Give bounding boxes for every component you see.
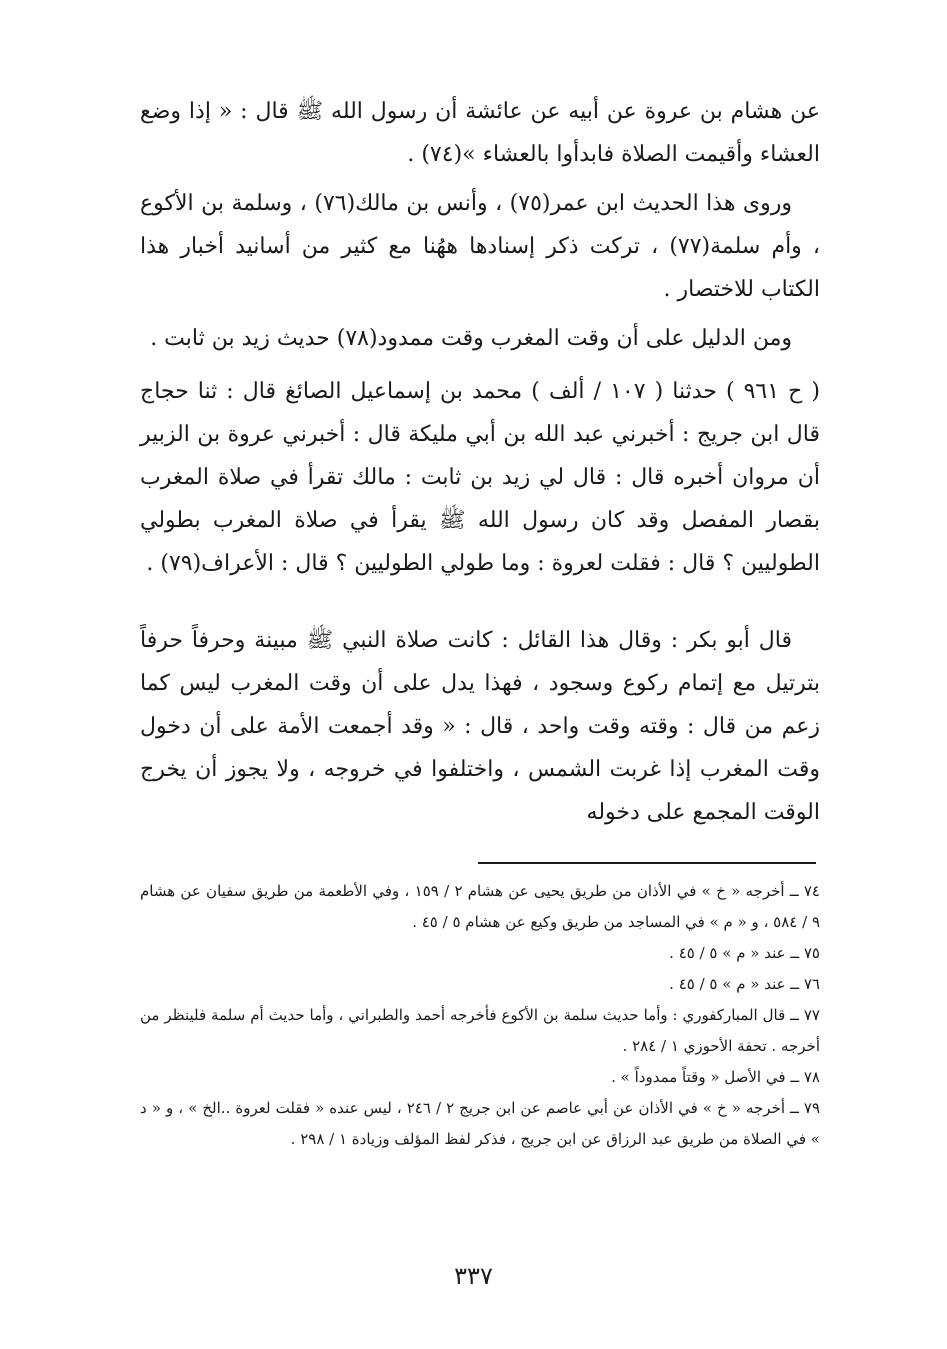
footnote-77: ٧٧ ــ قال المباركفوري : وأما حديث سلمة بن الأكوع فأخرجه أحمد والطبراني ، وأما حديث أم سلمة فلينظر من أخرجه . تحفة الأحوزي ١ / ٢٨٤ . (140, 1006, 820, 1055)
footnote-divider (478, 862, 816, 864)
page-number: ٣٣٧ (454, 1262, 493, 1290)
paragraph-hadith-aisha: عن هشام بن عروة عن أبيه عن عائشة أن رسول الله ﷺ قال : « إذا وضع العشاء وأقيمت الصلاة فابدأوا بالعشاء »(٧٤) . (140, 99, 820, 167)
paragraph-hadith-961: ( ح ٩٦١ ) حدثنا ( ١٠٧ / ألف ) محمد بن إسماعيل الصائغ قال : ثنا حجاج قال ابن جريج : أخبرني عبد الله بن أبي مليكة قال : أخبرني عروة بن الزبير أن مروان أخبره قال : قال لي زيد بن ثابت : مالك تقرأ في صلاة المغرب بقصار المفصل وقد كان رسول الله ﷺ يقرأ في صلاة المغرب بطولي الطوليين ؟ قال : فقلت لعروة : وما طولي الطوليين ؟ قال : الأعراف(٧٩) . (140, 379, 820, 576)
footnote-75: ٧٥ ــ عند « م » ٥ / ٤٥ . (669, 944, 820, 962)
footnote-78: ٧٨ ــ في الأصل « وقتاً ممدوداً » . (611, 1068, 820, 1086)
paragraph-maghrib-evidence: ومن الدليل على أن وقت المغرب وقت ممدود(٧٨) حديث زيد بن ثابت . (150, 326, 792, 351)
paragraph-abu-bakr: قال أبو بكر : وقال هذا القائل : كانت صلاة النبي ﷺ مبينة وحرفاً حرفاً بترتيل مع إتمام ركوع وسجود ، فهذا يدل على أن وقت المغرب ليس كما زعم من قال : وقته وقت واحد ، قال : « وقد أجمعت الأمة على أن دخول وقت المغرب إذا غربت الشمس ، واختلفوا في خروجه ، ولا يجوز أن يخرج الوقت المجمع على دخوله (140, 628, 820, 825)
footnote-74: ٧٤ ــ أخرجه « خ » في الأذان من طريق يحيى عن هشام ٢ / ١٥٩ ، وفي الأطعمة من طريق سفيان عن هشام ٩ / ٥٨٤ ، و « م » في المساجد من طريق وكيع عن هشام ٥ / ٤٥ . (140, 882, 820, 931)
footnotes (140, 876, 820, 1155)
footnote-79: ٧٩ ــ أخرجه « خ » في الأذان عن أبي عاصم عن ابن جريج ٢ / ٢٤٦ ، ليس عنده « فقلت لعروة ..الخ » ، و « د » في الصلاة من طريق عبد الرزاق عن ابن جريج ، فذكر لفظ المؤلف وزيادة ١ / ٢٩٨ . (140, 1099, 821, 1148)
footnote-76: ٧٦ ــ عند « م » ٥ / ٤٥ . (669, 975, 820, 993)
main-text (140, 90, 820, 834)
paragraph-narrators: وروى هذا الحديث ابن عمر(٧٥) ، وأنس بن مالك(٧٦) ، وسلمة بن الأكوع ، وأم سلمة(٧٧) ، تركت ذكر إسنادها ههُنا مع كثير من أسانيد أخبار هذا الكتاب للاختصار . (140, 191, 820, 302)
